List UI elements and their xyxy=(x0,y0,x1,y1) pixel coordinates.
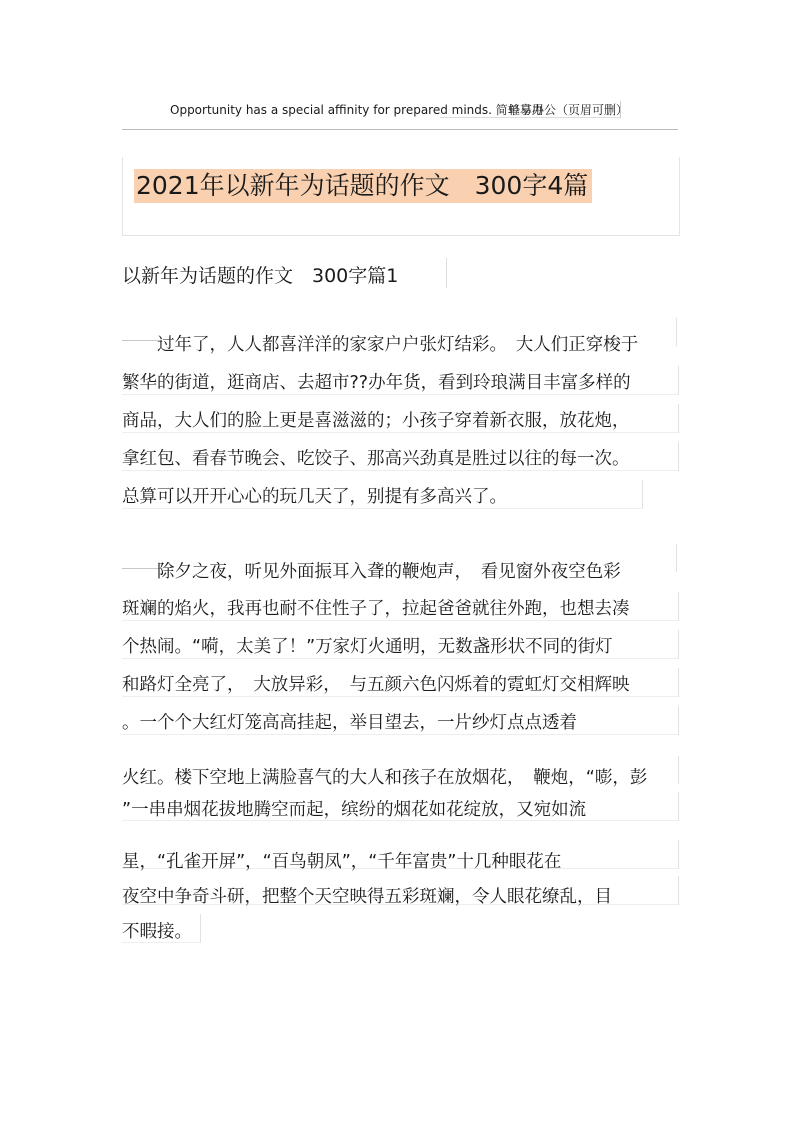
text-line: 繁华的街道，逛商店、去超市??办年货，看到玲琅满目丰富多样的 xyxy=(122,373,631,393)
text-line: 过年了，人人都喜洋洋的家家户户张灯结彩。 大人们正穿梭于 xyxy=(122,335,639,355)
text-line: 斑斓的焰火，我再也耐不住性子了，拉起爸爸就往外跑，也想去凑 xyxy=(122,599,630,619)
heading-marker xyxy=(442,258,447,288)
text-line: 和路灯全亮了， 大放异彩， 与五颜六色闪烁着的霓虹灯交相辉映 xyxy=(122,675,630,695)
header-text: Opportunity has a special affinity for prepared minds. 简单易用 xyxy=(170,103,544,117)
text-line: ”一串串烟花拔地腾空而起，缤纷的烟花如花绽放，又宛如流 xyxy=(122,800,587,820)
text-line: 不暇接。 xyxy=(122,922,192,942)
text-line: 。一个个大红灯笼高高挂起，举目望去，一片纱灯点点透着 xyxy=(122,713,577,733)
text-line: 夜空中争奇斗研，把整个天空映得五彩斑斓，令人眼花缭乱，目 xyxy=(122,887,612,907)
document-title: 2021年以新年为话题的作文 300字4篇 xyxy=(134,169,592,203)
header-separator xyxy=(440,101,621,118)
header-right-text: 轻享办公（页眉可删） xyxy=(508,103,629,117)
text-line: 个热闹。“嗬，太美了！”万家灯火通明，无数盏形状不同的街灯 xyxy=(122,637,613,657)
section-heading: 以新年为话题的作文 300字篇1 xyxy=(122,265,399,287)
header-rule xyxy=(122,129,678,130)
text-line: 除夕之夜，听见外面振耳入聋的鞭炮声， 看见窗外夜空色彩 xyxy=(122,562,621,582)
text-line: 商品，大人们的脸上更是喜滋滋的；小孩子穿着新衣服，放花炮， xyxy=(122,411,630,431)
text-line: 星，“孔雀开屏”，“百鸟朝凤”，“千年富贵”十几种眼花在 xyxy=(122,852,562,872)
page-header xyxy=(170,101,629,119)
text-line: 火红。楼下空地上满脸喜气的大人和孩子在放烟花， 鞭炮，“嘭，彭 xyxy=(122,768,648,788)
text-line: 总算可以开开心心的玩几天了，别提有多高兴了。 xyxy=(122,487,507,507)
text-line: 拿红包、看春节晚会、吃饺子、那高兴劲真是胜过以往的每一次。 xyxy=(122,449,630,469)
